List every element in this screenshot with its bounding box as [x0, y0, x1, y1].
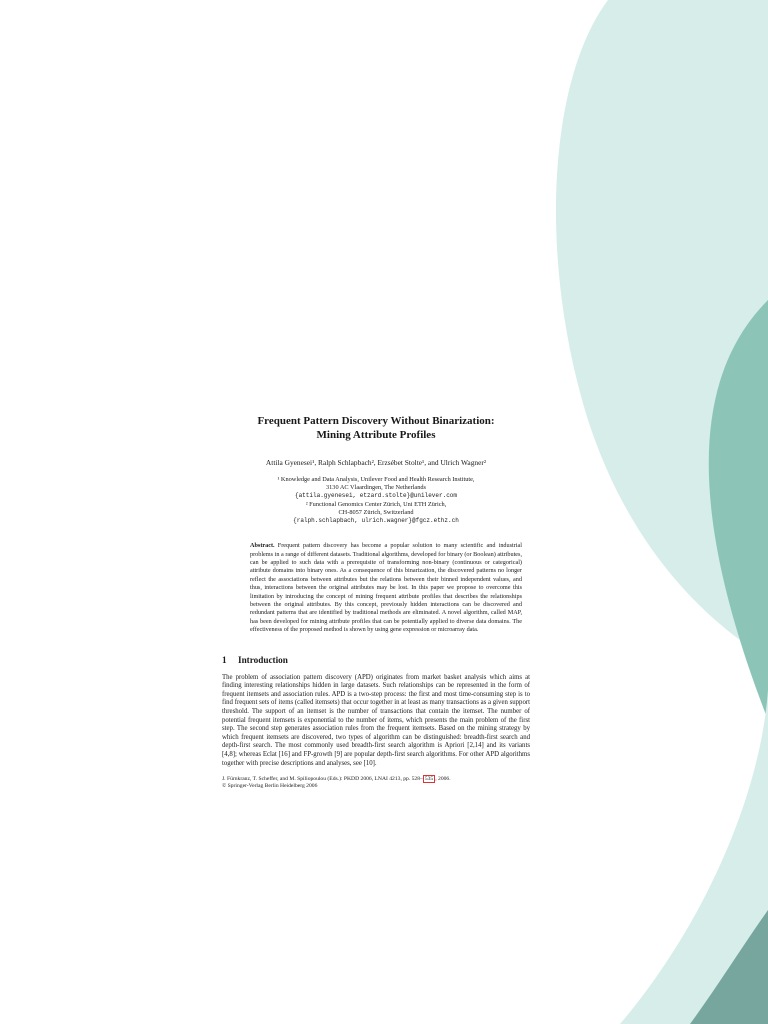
abstract-label: Abstract. — [250, 542, 275, 550]
author-list: Attila Gyenesei¹, Ralph Schlapbach², Erzsébet Stolte¹, and Ulrich Wagner² — [265, 458, 487, 467]
footer-copyright: © Springer-Verlag Berlin Heidelberg 2006 — [222, 783, 318, 790]
footer-year: , 2006. — [435, 776, 451, 783]
abstract-text: Frequent pattern discovery has become a popular solution to many scientific and industrial problems in a range of different datasets. Traditional algorithms, developed for binary (or Boolean) attributes, can be applied to such data with a prerequisite of transforming non-binary (continuous or categorical) attribute domains into binary ones. As a consequence of this binarization, the discovered patterns no longer reflect the associations between attributes but the relations between their binned independent values, and thus, interactions between the original attributes may be lost. In this paper we propose to overcome this limitation by introducing the concept of mining frequent attribute profiles that describes the relationships between the original attributes. By this concept, previously hidden interactions can be discovered and redundant patterns that are identified by traditional methods are eliminated. A novel algorithm, called MAP, has been developed for mining attribute profiles that can be potentially applied to diverse data domains. The effectiveness of the proposed method is shown by using gene expression or microarray data. — [250, 542, 522, 634]
affiliations — [222, 476, 530, 525]
title-line-2: Mining Attribute Profiles — [316, 429, 436, 441]
affiliation-1-line-1: ¹ Knowledge and Data Analysis, Unilever Food and Health Research Institute, — [277, 476, 475, 483]
affiliation-2-line-1: ² Functional Genomics Center Zürich, Uni ETH Zürich, — [305, 500, 447, 508]
affiliation-2-email: {ralph.schlapbach, ulrich.wagner}@fgcz.ethz.ch — [293, 517, 459, 525]
affiliation-1-email: {attila.gyenesei, etzard.stolte}@unilever.com — [294, 492, 458, 500]
section-heading-introduction — [222, 654, 530, 666]
affiliation-2-line-2: CH-8057 Zürich, Switzerland — [338, 508, 414, 516]
citation-footer — [222, 776, 530, 790]
section-title: Introduction — [238, 654, 288, 665]
footer-citation-text: J. Fürnkranz, T. Scheffer, and M. Spiliopoulou (Eds.): PKDD 2006, LNAI 4213, pp. 528– — [222, 776, 423, 783]
introduction-paragraph: The problem of association pattern discovery (APD) originates from market basket analysis which aims at finding interesting relationships hidden in large datasets. Such relationships can be represented in the form of frequent itemsets and association rules. APD is a two-step process: the first and most time-consuming step is to find frequent sets of items (called itemsets) that occur together in at least as many transactions as a given support threshold. The support of an itemset is the number of transactions that contain the itemset. The number of potential frequent itemsets is exponential to the number of items, which presents the main problem of the first step. The second step generates association rules from the frequent itemsets. Based on the mining strategy by which frequent itemsets are discovered, two types of algorithm can be distinguished: breadth-first search and depth-first search. The most commonly used breadth-first search algorithm is Apriori [2,14] and its variants [4,8]; whereas Eclat [16] and FP-growth [9] are popular depth-first search algorithms. For other APD algorithms together with precise descriptions and analyses, see [10]. — [222, 673, 530, 767]
paper-first-page — [222, 414, 530, 790]
paper-title — [222, 414, 530, 442]
abstract — [250, 542, 522, 634]
affiliation-1-line-2: 3130 AC Vlaardingen, The Netherlands — [326, 484, 426, 492]
section-number: 1 — [222, 654, 227, 665]
page-end-link[interactable]: 535 — [424, 776, 434, 783]
title-line-1: Frequent Pattern Discovery Without Binarization: — [257, 415, 495, 427]
